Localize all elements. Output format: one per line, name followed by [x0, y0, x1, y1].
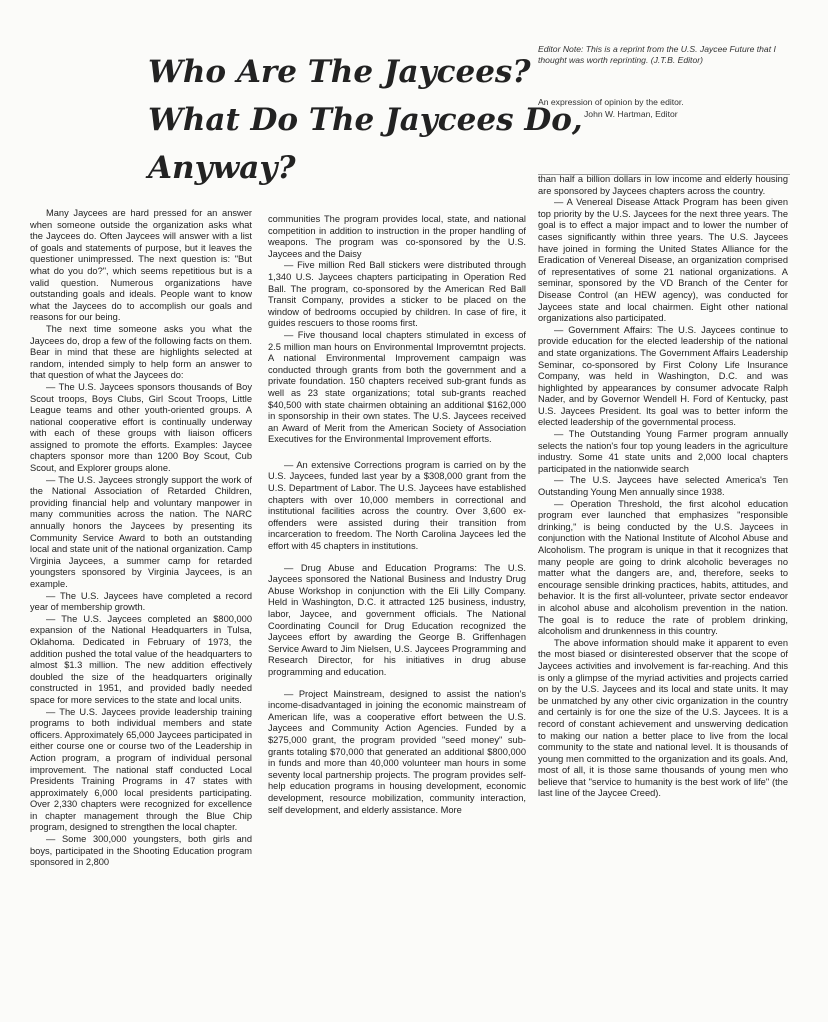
paragraph: — The U.S. Jaycees sponsors thousands of Boy Scout troops, Boys Clubs, Girl Scout Troops, Little League teams and other youth-oriented groups. A national cooperative effort is continually underway with each of these groups with liaison officers assigned to promote the efforts. Examples: Jaycee chapters sponsor more than 1200 Boy Scout, Cub Scout, and Explorer groups alone.: [30, 381, 252, 474]
paragraph: — The U.S. Jaycees provide leadership training programs to both individual members and state officers. Approximately 65,000 Jaycees participated in either course one or course two of the Leadership in Action program, a program of individual personal improvement. The national staff conducted Local Presidents Training Programs in 47 states with approximately 6,000 local presidents participating. Over 2,330 chapters were recognized for excellence in chapter management through the Blue Chip program, designed to strengthen the local chapter.: [30, 706, 252, 833]
paragraph: — Some 300,000 youngsters, both girls and boys, participated in the Shooting Education program sponsored in 2,800: [30, 834, 252, 868]
paragraph: The above information should make it apparent to even the most biased or disinterested observer that the scope of Jaycees activities and involvement is far-reaching. And this is only a glimpse of the myriad activities and projects carried on by the U.S. Jaycees and its local and state units. It may be unmatched by any other civic organization in the country and certainly is for one the size of the U.S. Jaycees. It is a record of constant achievement and unswerving dedication to making our nation a better place to live from the local community to the state and national level. It is thousands of young men committed to the organization and its goals. And, most of all, it is those same thousands of young men who believe that "service to humanity is the best work of life" (the last line of the Jaycee Creed).: [538, 637, 788, 799]
opinion-line: An expression of opinion by the editor.: [538, 97, 684, 107]
article-title: [148, 48, 583, 192]
paragraph: — Five thousand local chapters stimulated in excess of 2.5 million man hours on Environmental Improvemtnt projects. A national Environmental Improvement campaign was conducted through grants from both the government and a private foundation. 150 chapters received sub-grant funds as well as 23 state organizations; total sub-grants reached $40,500 with state chairmen obtaining an additional $162,000 in sponsorship in their own states. The U.S. Jaycees received an Award of Merit from the American Society of Association Executives for the Environmental Improvement efforts.: [268, 329, 526, 445]
editor-note: Editor Note: This is a reprint from the U.S. Jaycee Future that I thought was worth reprinting. (J.T.B. Editor): [538, 44, 776, 65]
paragraph: — Operation Threshold, the first alcohol education program ever launched that emphasizes "responsible drinking," is being conducted by the U.S. Jaycees in conjunction with the National Institute of Alcohol Abuse and Alcoholism. The program is unique in that it recognizes that many people are going to drink alcoholic beverages no matter what the dangers are, and, therefore, seeks to encourage sensible drinking practices, habits, attitudes, and behavior. It is the first all-volunteer, private sector endeavor in alcohol abuse and alcoholism prevention in the nation. The goal is to reduce the rate of problem drinking, alcoholism and drunkenness in this country.: [538, 498, 788, 637]
paragraph: than half a billion dollars in low income and elderly housing are sponsored by Jaycees chapters across the country.: [538, 174, 788, 196]
paragraph: — An extensive Corrections program is carried on by the U.S. Jaycees, funded last year by a $308,000 grant from the U.S. Department of Labor. The U.S. Jaycees have established chapters with over 10,000 members in correctional and institutional facilities across the country. Over 3,600 ex-offenders were assisted during their transition from incarceration to freedom. The North Carolina Jaycees led the effort with 45 chapters in institutions.: [268, 459, 526, 552]
title-line-1: Who Are The Jaycees?: [148, 54, 531, 90]
paragraph: — Drug Abuse and Education Programs: The U.S. Jaycees sponsored the National Business and Industry Drug Abuse Workshop in conjunction with the Eli Lilly Company. Held in Washington, D.C. it attracted 125 business, industry, labor, Jaycee, and government officials. The National Coordinating Council for Drug Education recognized the Jaycees effort by awarding the George B. Griffenhagen Service Award to Jim Nielsen, U.S. Jaycees Programming and Research Director, for his initiatives in drug abuse programming and education.: [268, 562, 526, 677]
title-line-3: Anyway?: [148, 150, 296, 186]
paragraph: — The U.S. Jaycees have selected America's Ten Outstanding Young Men annually since 1938.: [538, 475, 788, 498]
opinion-block: [538, 96, 788, 120]
paragraph: — The U.S. Jaycees have completed a record year of membership growth.: [30, 590, 252, 613]
paragraph: — The Outstanding Young Farmer program annually selects the nation's four top young leaders in the agriculture industry. Some 41 state units and 2,000 local chapters participated in the nationwide search: [538, 429, 788, 474]
paragraph: — Project Mainstream, designed to assist the nation's income-disadvantaged in joining the economic mainstream of American life, was a cooperative effort between the U.S. Jaycees and Community Action Agencies. Funded by a $275,000 grant, the program provided "seed money" sub-grants totaling $70,000 that generated an additional $800,000 in funds and more than 40,000 volunteer man hours in some seventy local partnership projects. The program provides self-help education programs in housing development, economic development, resource mobilization, community interaction, self development, and elderly assistance. More: [268, 688, 526, 815]
column-1: [30, 208, 252, 869]
column-3: [538, 174, 788, 800]
paragraph: — Five million Red Ball stickers were distributed through 1,340 U.S. Jaycees chapters participating in Operation Red Ball. The program, co-sponsored by the American Red Ball Transit Company, provides a sticker to be placed on the window of bedrooms occupied by children. In case of fire, it guides rescuers to those rooms first.: [268, 260, 526, 329]
paragraph: — A Venereal Disease Attack Program has been given top priority by the U.S. Jaycees for the next three years. The goal is to effect a major impact and to lower the number of cases significantly within three years. The U.S. Jaycees have joined in forming the United States Alliance for the Eradication of Venereal Disease, an organization comprised of representatives of some 21 national organizations. A seminar, sponsored by the VD Branch of the Center for Disease Control (an HEW agency), was conducted for Jaycees state and local chairmen. Eight other national organizations also participated.: [538, 197, 788, 324]
title-line-2: What Do The Jaycees Do,: [148, 102, 583, 138]
paragraph: The next time someone asks you what the Jaycees do, drop a few of the following facts on them. Bear in mind that these are highlights selected at random, intended simply to help form an answer to that question of what the Jaycees do:: [30, 323, 252, 381]
paragraph: — Government Affairs: The U.S. Jaycees continue to provide education for the elected leadership of the national and state organizations. The Government Affairs Leadership Seminar, co-sponsored by First Colony Life Insurance Company, was held in Washington, D.C. and was highlighted by appearances by consumer advocate Ralph Nader, and by Governor Wendell H. Ford of Kentucky, past U.S. Jaycees President. Its goal was to better inform the elected leadership of the governmental process.: [538, 324, 788, 428]
paragraph: — The U.S. Jaycees completed an $800,000 expansion of the National Headquarters in Tulsa, Oklahoma. Dedicated in February of 1973, the addition pushed the total value of the headquarters to almost $1.3 million. The new addition effectively doubled the size of the headquarters originally constructed in 1951, and provided badly needed space for more services to the state and local units.: [30, 613, 252, 705]
paragraph: Many Jaycees are hard pressed for an answer when someone outside the organization asks what the Jaycees do. Often Jaycees will answer with a list of goals and statements of purpose, but it leaves the questioner unimpressed. The next question is: "But what do you do?", which seems repetitious but is a valid question. Numerous organizations have outstanding goals and ideals. People want to know what the Jaycees do to accomplish our goals and reasons for our being.: [30, 208, 252, 323]
paragraph: communities The program provides local, state, and national competition in addition to instruction in the proper handling of weapons. The program was co-sponsored by the U.S. Jaycees and the Daisy: [268, 214, 526, 259]
editor-byline: John W. Hartman, Editor: [584, 109, 678, 119]
paragraph: — The U.S. Jaycees strongly support the work of the National Association of Retarded Children, providing financial help and voluntary manpower in many communities across the nation. The NARC annually honors the Jaycees by presenting its Community Service Award to both an outstanding local and state unit of the national organization. Camp Virginia Jaycees, a summer camp for retarded youngsters sponsored by Virginia Jaycees, is an example.: [30, 474, 252, 589]
column-2: [268, 214, 526, 816]
